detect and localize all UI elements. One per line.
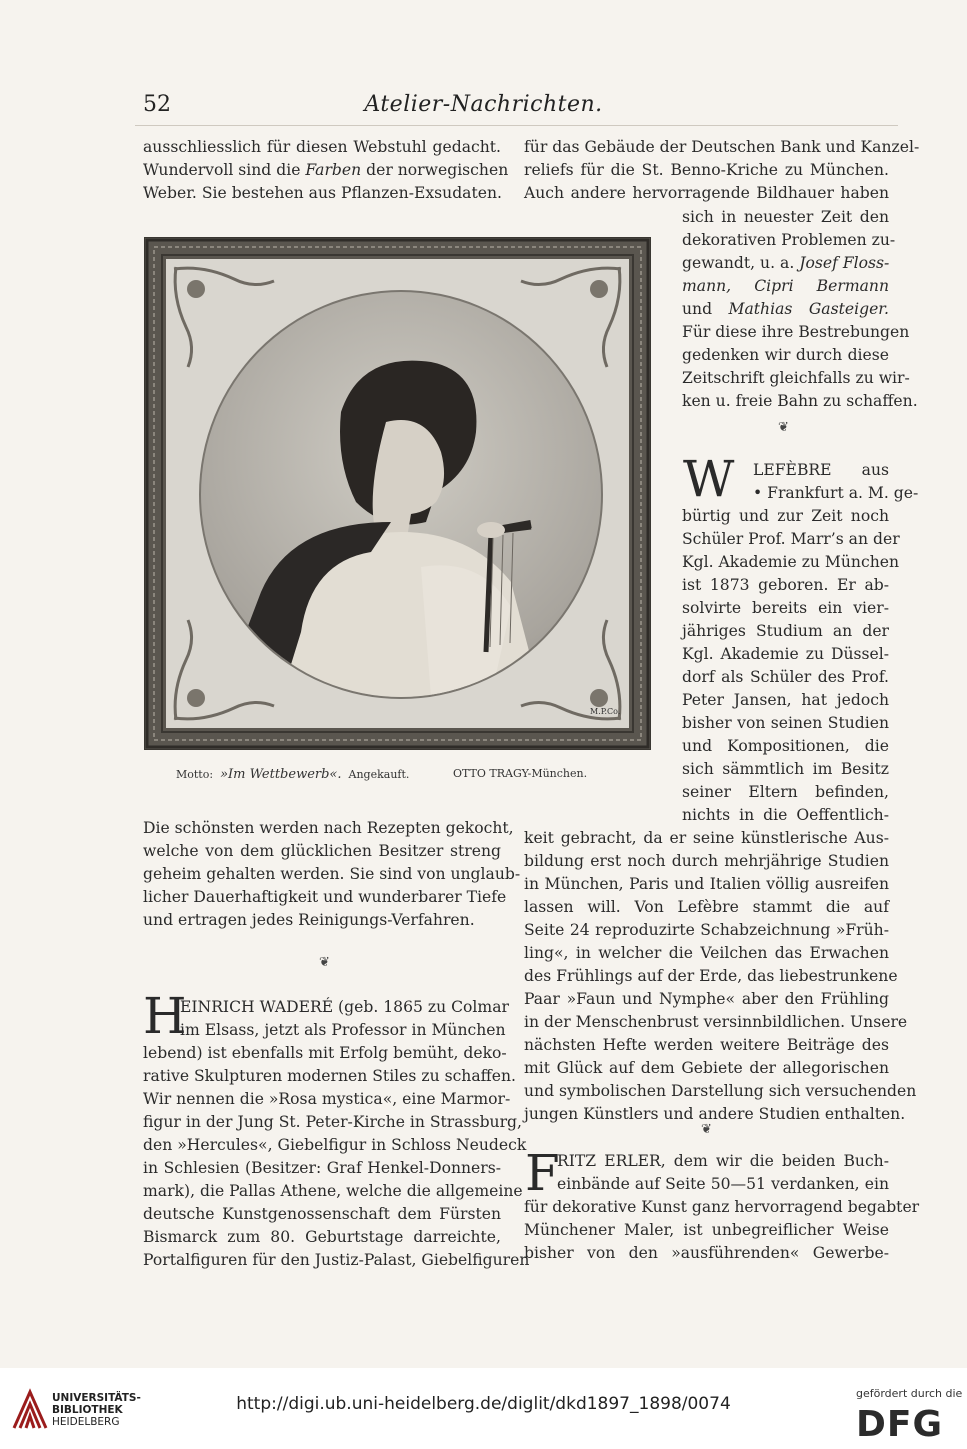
text-line: Wir nennen die »Rosa mystica«, eine Marmor- [143,1090,511,1108]
text-line: lebend) ist ebenfalls mit Erfolg bemüht, deko- [143,1044,507,1062]
text-line: Weber. Sie bestehen aus Pflanzen-Exsudaten. [143,184,502,202]
text-line: sich in neuester Zeit den [682,208,889,226]
text-line: seiner Eltern befinden, [682,783,889,801]
text-line: Wundervoll sind die Farben der norwegischen [143,161,509,179]
ornament-icon: ❦ [701,1122,712,1137]
text-line: EINRICH WADERÉ (geb. 1865 zu Colmar [180,998,509,1016]
text-line: für dekorative Kunst ganz hervorragend begabter [524,1198,920,1216]
woman-with-lyre-figure [201,292,601,697]
text-line: mit Glück auf dem Gebiete der allegorischen [524,1059,889,1077]
text-line: Kgl. Akademie zu München [682,553,900,571]
text-line: Zeitschrift gleichfalls zu wir- [682,369,910,387]
text-line: Paar »Faun und Nymphe« aber den Frühling [524,990,889,1008]
text-line: mann, Cipri Bermann [682,277,889,295]
text-line: reliefs für die St. Benno-Kriche zu München. [524,161,889,179]
header-rule [135,125,898,126]
text-line: welche von dem glücklichen Besitzer streng [143,842,501,860]
drop-cap: F [525,1144,560,1202]
portrait-medallion [199,290,603,699]
text-line: figur in der Jung St. Peter-Kirche in Strassburg, [143,1113,522,1131]
text-line: den »Hercules«, Giebelfigur in Schloss Neudeck [143,1136,527,1154]
text-line: Münchener Maler, ist unbegreiflicher Weise [524,1221,889,1239]
text-line: Die schönsten werden nach Rezepten gekocht, [143,819,514,837]
text-line: in München, Paris und Italien völlig ausreifen [524,875,889,893]
figure-caption-motto: Motto: »Im Wettbewerb«. Angekauft. [176,767,410,782]
text-line: solvirte bereits ein vier- [682,599,889,617]
text-line: gedenken wir durch diese [682,346,889,364]
text-line: in der Menschenbrust versinnbildlichen. Unsere [524,1013,908,1031]
text-line: nichts in die Oeffentlich- [682,806,889,824]
page-number: 52 [143,92,171,117]
ornament-icon: ❦ [778,420,789,435]
text-line: lassen will. Von Lefèbre stammt die auf [524,898,889,916]
ornament-icon: ❦ [319,955,330,970]
text-line: jähriges Studium an der [682,622,889,640]
source-url-link[interactable]: http://digi.ub.uni-heidelberg.de/diglit/dkd1897_1898/0074 [236,1394,731,1414]
text-line: und ertragen jedes Reinigungs-Verfahren. [143,911,475,929]
painting-mat [166,259,629,728]
text-line: mark), die Pallas Athene, welche die allgemeine [143,1182,523,1200]
drop-cap: W [683,450,735,508]
text-line: bildung erst noch durch mehrjährige Studien [524,852,889,870]
running-title: Atelier-Nachrichten. [364,92,603,117]
funding-note: gefördert durch die [856,1387,963,1400]
text-line: Für diese ihre Bestrebungen [682,323,910,341]
text-line: einbände auf Seite 50—51 verdanken, ein [557,1175,889,1193]
text-line: im Elsass, jetzt als Professor in München [180,1021,506,1039]
text-line: Peter Jansen, hat jedoch [682,691,889,709]
text-line: ken u. freie Bahn zu schaffen. [682,392,918,410]
text-line: Bismarck zum 80. Geburtstage darreichte, [143,1228,501,1246]
text-line: gewandt, u. a. Josef Floss- [682,254,890,272]
drop-cap: H [143,987,187,1045]
text-line: keit gebracht, da er seine künstlerische Aus- [524,829,889,847]
text-line: geheim gehalten werden. Sie sind von unglaub- [143,865,521,883]
text-line: jungen Künstlers und andere Studien enthalten. [524,1105,906,1123]
text-line: bürtig und zur Zeit noch [682,507,889,525]
text-line: ist 1873 geboren. Er ab- [682,576,889,594]
text-line: LEFÈBRE aus [753,461,889,479]
figure-caption-artist: OTTO TRAGY-München. [453,767,588,780]
text-line: und Kompositionen, die [682,737,889,755]
text-line: Seite 24 reproduzirte Schabzeichnung »Früh- [524,921,889,939]
text-line: für das Gebäude der Deutschen Bank und Kanzel- [524,138,920,156]
text-line: licher Dauerhaftigkeit und wunderbarer Tiefe [143,888,507,906]
framed-portrait-image [144,237,651,750]
text-line: und Mathias Gasteiger. [682,300,889,318]
text-line: Portalfiguren für den Justiz-Palast, Giebelfiguren [143,1251,530,1269]
text-line: RITZ ERLER, dem wir die beiden Buch- [557,1152,889,1170]
text-line: dorf als Schüler des Prof. [682,668,889,686]
text-line: deutsche Kunstgenossenschaft dem Fürsten [143,1205,501,1223]
text-line: des Frühlings auf der Erde, das liebestrunkene [524,967,898,985]
text-line: Schüler Prof. Marr’s an der [682,530,900,548]
text-line: ling«, in welcher die Veilchen das Erwachen [524,944,889,962]
text-line: Auch andere hervorragende Bildhauer haben [524,184,889,202]
text-line: bisher von seinen Studien [682,714,889,732]
library-name: UNIVERSITÄTS- BIBLIOTHEK HEIDELBERG [52,1392,141,1428]
dfg-logo: DFG [856,1404,944,1445]
text-line: und symbolischen Darstellung sich versuchenden [524,1082,917,1100]
text-line: • Frankfurt a. M. ge- [753,484,919,502]
text-line: in Schlesien (Besitzer: Graf Henkel-Donners- [143,1159,501,1177]
text-line: rative Skulpturen modernen Stiles zu schaffen. [143,1067,516,1085]
engraver-signature: M.P.Co. [590,707,621,716]
text-line: Kgl. Akademie zu Düssel- [682,645,889,663]
text-line: dekorativen Problemen zu- [682,231,896,249]
text-line: ausschliesslich für diesen Webstuhl gedacht. [143,138,501,156]
text-line: nächsten Hefte werden weitere Beiträge des [524,1036,889,1054]
text-line: bisher von den »ausführenden« Gewerbe- [524,1244,889,1262]
text-line: sich sämmtlich im Besitz [682,760,889,778]
